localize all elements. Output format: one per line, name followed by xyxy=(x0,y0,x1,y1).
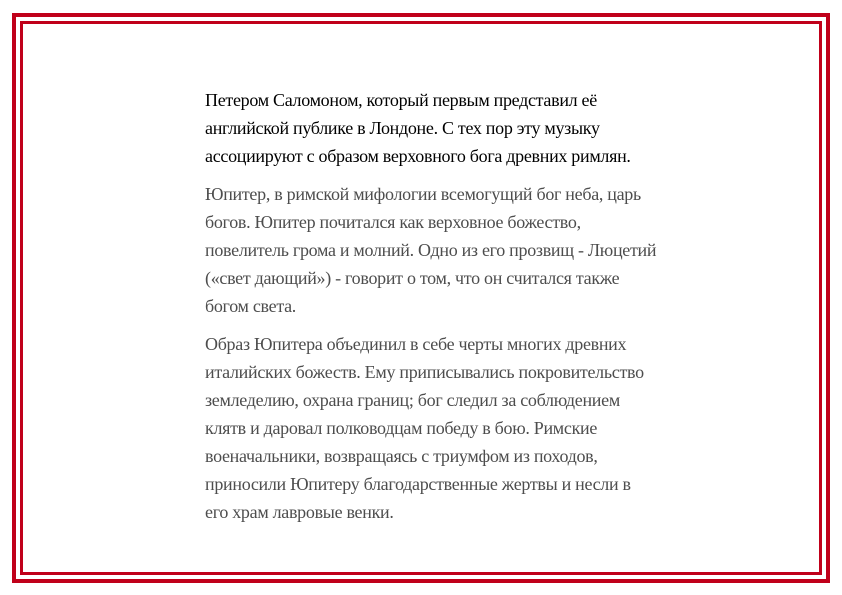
text-line: Образ Юпитера объединил в себе черты многих древних xyxy=(205,334,627,354)
text-line: приносили Юпитеру благодарственные жертвы и несли в xyxy=(205,474,631,494)
text-line: повелитель грома и молний. Одно из его прозвищ - Люцетий xyxy=(205,240,657,260)
text-line: богов. Юпитер почитался как верховное божество, xyxy=(205,212,581,232)
text-line: его храм лавровые венки. xyxy=(205,502,394,522)
text-line: клятв и даровал полководцам победу в бою. Римские xyxy=(205,418,598,438)
text-line: английской публике в Лондоне. С тех пор эту музыку xyxy=(205,118,600,138)
text-line: земледелию, охрана границ; бог следил за соблюдением xyxy=(205,390,620,410)
text-line: («свет дающий») - говорит о том, что он считался также xyxy=(205,268,620,288)
paragraph-jupiter xyxy=(205,180,725,320)
text-line: военачальники, возвращаясь с триумфом из походов, xyxy=(205,446,598,466)
text-line: италийских божеств. Ему приписывались покровительство xyxy=(205,362,644,382)
text-line: богом света. xyxy=(205,296,296,316)
paragraph-intro xyxy=(205,86,725,170)
text-line: ассоциируют с образом верховного бога древних римлян. xyxy=(205,146,631,166)
slide-content xyxy=(205,86,725,536)
paragraph-jupiter-image xyxy=(205,330,725,526)
text-line: Юпитер, в римской мифологии всемогущий бог неба, царь xyxy=(205,184,641,204)
text-line: Петером Саломоном, который первым представил её xyxy=(205,90,597,110)
